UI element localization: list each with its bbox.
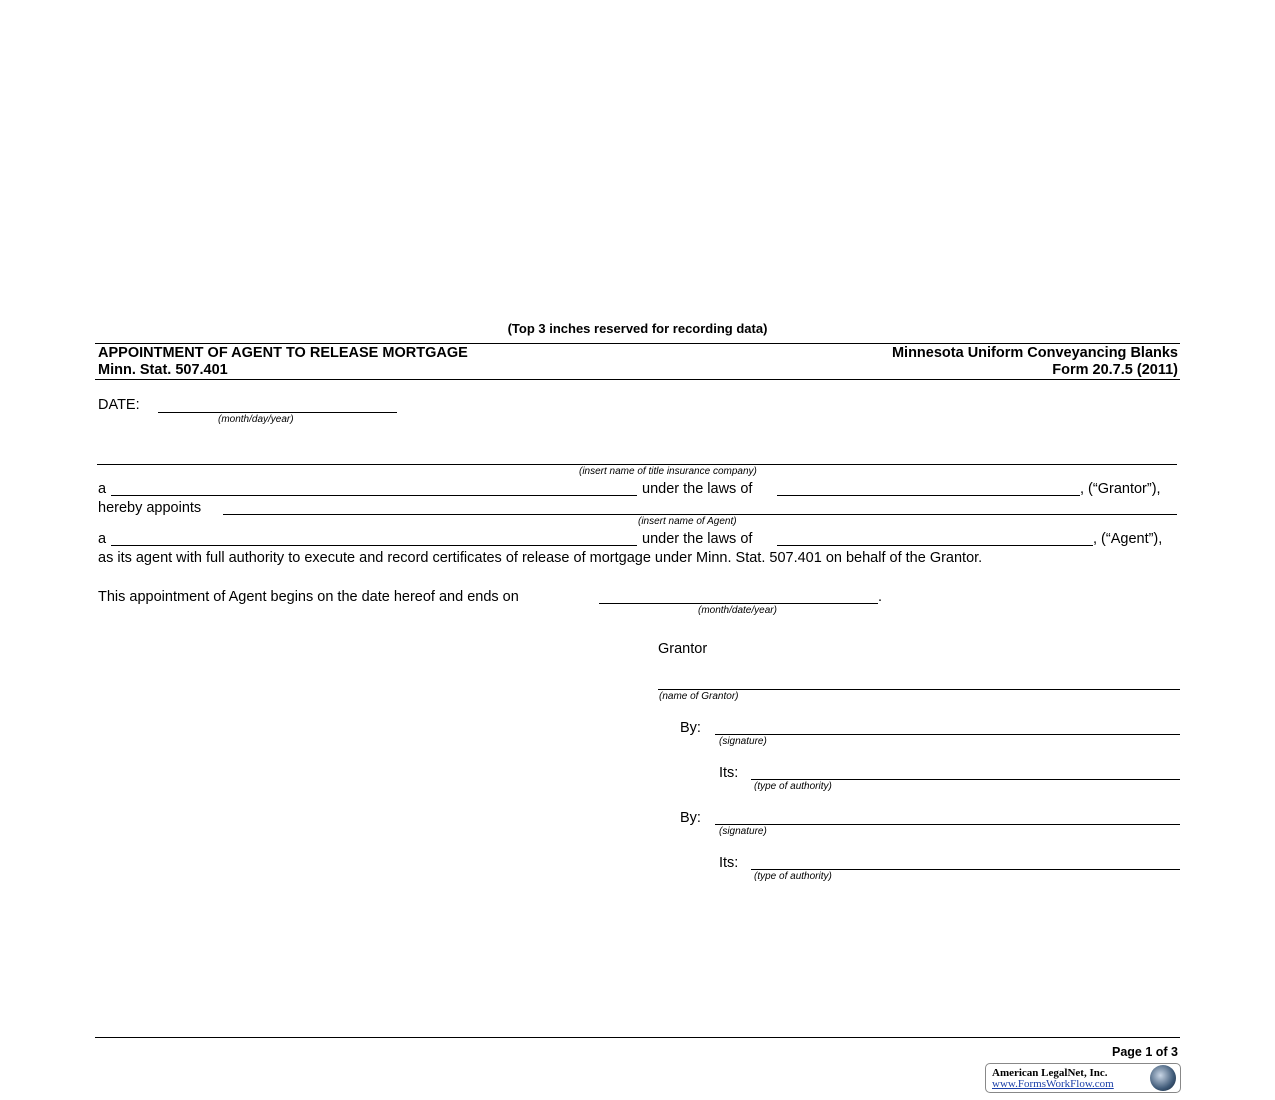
agent-name-field[interactable] [223,514,1177,515]
agent-suffix: , (“Agent”), [1093,531,1163,547]
signature-hint: (signature) [719,826,767,837]
divider [95,343,1180,344]
authority-hint: (type of authority) [754,871,832,882]
divider [95,379,1180,380]
statute: Minn. Stat. 507.401 [98,362,228,378]
grantor-suffix-text: , (“Grantor”), [1080,481,1161,497]
signature-field-1[interactable] [715,734,1180,735]
its-label: Its: [719,855,739,871]
agent-entity-field[interactable] [111,545,637,546]
title-company-field[interactable] [97,464,1177,465]
title-company-hint: (insert name of title insurance company) [579,466,757,477]
publisher-logo[interactable] [985,1063,1181,1093]
agent-hint: (insert name of Agent) [638,516,737,527]
series-name: Minnesota Uniform Conveyancing Blanks [891,345,1178,361]
text-a: a [98,531,107,547]
signature-hint: (signature) [719,736,767,747]
grantor-heading: Grantor [658,641,708,657]
authority-text: as its agent with full authority to execute and record certificates of release of mortgage under Minn. Stat. 507.401 on behalf of the Grantor. [98,550,983,566]
grantor-entity-field[interactable] [111,495,637,496]
agent-jurisdiction-field[interactable] [777,545,1093,546]
footer-divider [95,1037,1180,1038]
grantor-name-field[interactable] [658,689,1180,690]
page-number: Page 1 of 3 [1112,1045,1178,1059]
authority-field-1[interactable] [751,779,1180,780]
by-label: By: [680,810,701,826]
by-label: By: [680,720,701,736]
date-field[interactable] [158,412,397,413]
authority-field-2[interactable] [751,869,1180,870]
text-a: a [98,481,107,497]
hereby-text: hereby appoints [98,500,202,516]
authority-hint: (type of authority) [754,781,832,792]
term-period: . [878,589,883,605]
end-date-hint: (month/date/year) [698,605,777,616]
date-hint: (month/day/year) [218,414,294,425]
date-label: DATE: [98,397,140,413]
grantor-jurisdiction-field[interactable] [777,495,1080,496]
laws-text: under the laws of [642,531,753,547]
term-text: This appointment of Agent begins on the date hereof and ends on [98,589,519,605]
its-label: Its: [719,765,739,781]
recording-note: (Top 3 inches reserved for recording data) [507,321,768,336]
end-date-field[interactable] [599,603,878,604]
logo-url[interactable]: www.FormsWorkFlow.com [992,1078,1114,1090]
form-title: APPOINTMENT OF AGENT TO RELEASE MORTGAGE [98,345,468,361]
laws-text: under the laws of [642,481,753,497]
grantor-name-hint: (name of Grantor) [659,691,739,702]
logo-company: American LegalNet, Inc. [992,1067,1108,1079]
grantor-suffix [1080,481,1161,498]
signature-field-2[interactable] [715,824,1180,825]
form-number: Form 20.7.5 (2011) [1052,362,1178,378]
globe-icon [1150,1065,1176,1091]
